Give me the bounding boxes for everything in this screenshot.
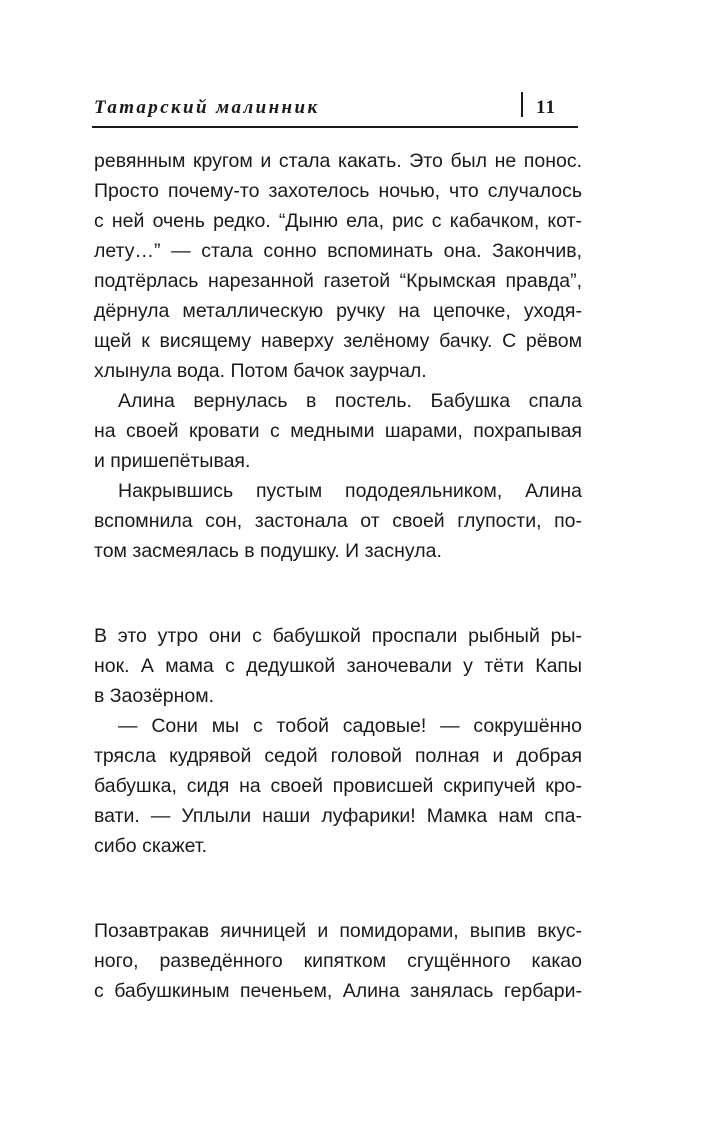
text-line: В это утро они с бабушкой проспали рыбный ры- xyxy=(94,625,582,647)
text-line: том засмеялась в подушку. И заснула. xyxy=(94,540,442,562)
text-line: щей к висящему наверху зелёному бачку. С рёвом xyxy=(94,330,582,352)
header-separator xyxy=(521,92,523,117)
text-line: ного, разведённого кипятком сгущённого какао xyxy=(94,950,582,972)
text-line: и пришепётывая. xyxy=(94,450,251,472)
text-line: на своей кровати с медными шарами, похрапывая xyxy=(94,420,582,442)
text-line: Просто почему-то захотелось ночью, что случалось xyxy=(94,180,582,202)
text-line: подтёрлась нарезанной газетой “Крымская правда”, xyxy=(94,270,582,292)
text-line: Позавтракав яичницей и помидорами, выпив вкус- xyxy=(94,920,582,942)
text-line: — Сони мы с тобой садовые! — сокрушённо xyxy=(118,715,582,737)
text-line: Алина вернулась в постель. Бабушка спала xyxy=(118,390,582,412)
text-line: Накрывшись пустым пододеяльником, Алина xyxy=(118,480,582,502)
text-line: вспомнила сон, застонала от своей глупости, по- xyxy=(94,510,582,532)
text-line: с ней очень редко. “Дыню ела, рис с кабачком, кот- xyxy=(94,210,582,232)
text-line: с бабушкиным печеньем, Алина занялась гербари- xyxy=(94,980,582,1002)
text-line: хлынула вода. Потом бачок заурчал. xyxy=(94,360,427,382)
text-line: нок. А мама с дедушкой заночевали у тёти Капы xyxy=(94,655,582,677)
text-line: в Заозёрном. xyxy=(94,685,215,707)
text-line: трясла кудрявой седой головой полная и добрая xyxy=(94,745,582,767)
text-line: ревянным кругом и стала какать. Это был не понос. xyxy=(94,150,582,172)
text-line: лету…” — стала сонно вспоминать она. Закончив, xyxy=(94,240,582,262)
text-line: бабушка, сидя на своей провисшей скрипучей кро- xyxy=(94,775,582,797)
page-number: 11 xyxy=(536,97,556,118)
text-line: дёрнула металлическую ручку на цепочке, уходя- xyxy=(94,300,582,322)
running-header xyxy=(92,86,578,128)
running-header-title: Татарский малинник xyxy=(94,97,320,118)
text-line: вати. — Уплыли наши луфарики! Мамка нам спа- xyxy=(94,805,582,827)
text-line: сибо скажет. xyxy=(94,835,208,857)
